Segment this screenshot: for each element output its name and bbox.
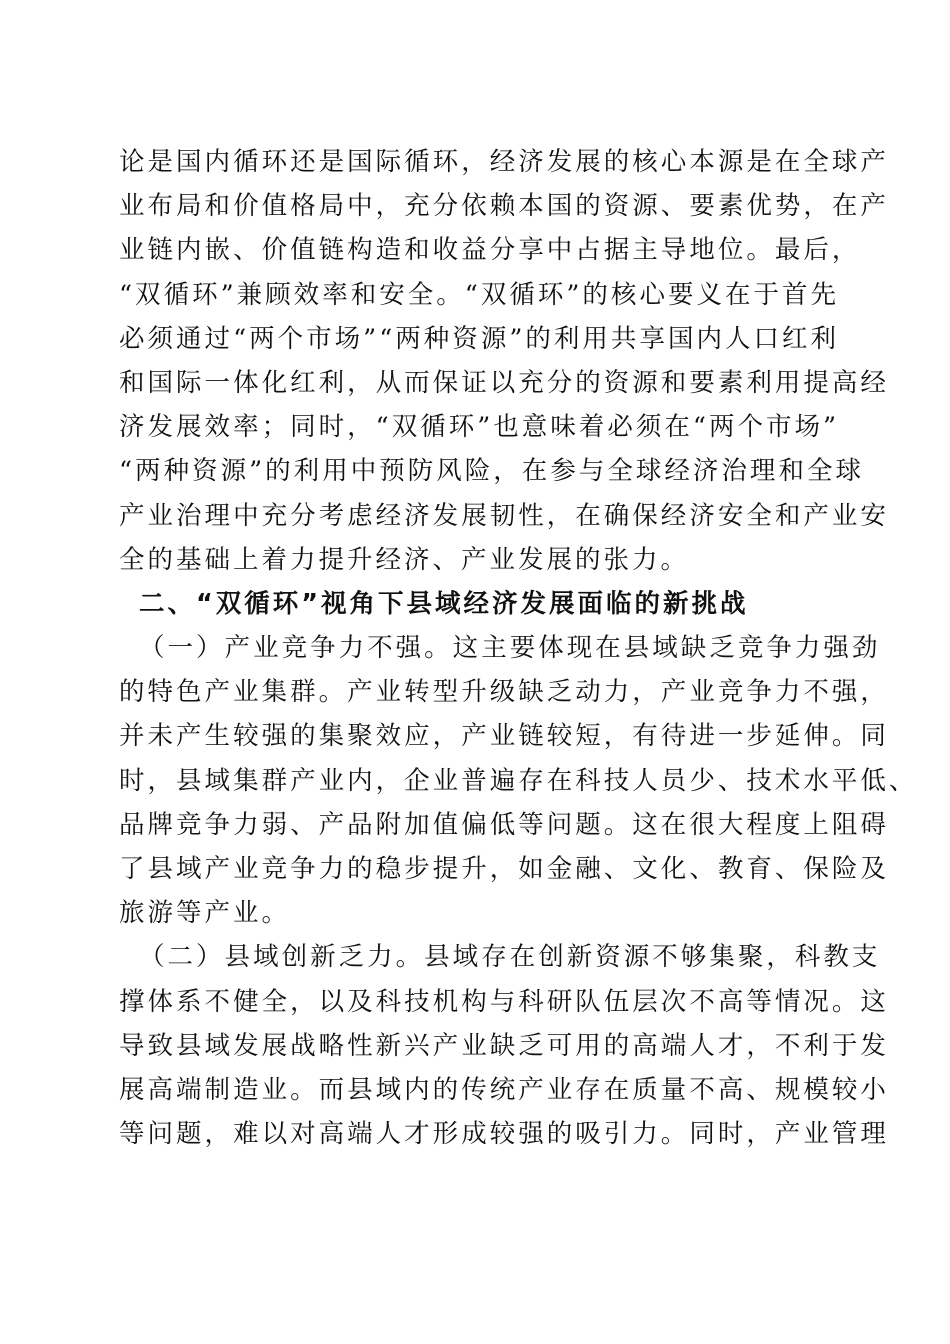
text-line: 全的基础上着力提升经济、产业发展的张力。	[119, 544, 690, 575]
text-line: 必 须 通 过 “ 两 个 市 场 ” “ 两 种 资 源 ” 的 利 用 共 享 国 内 人 口 红 利	[119, 323, 840, 354]
text-line: 济 发 展 效 率 ； 同 时 ， “ 双 循 环 ” 也 意 味 着 必 须 在 “ 两 个 市 场 ”	[119, 412, 840, 443]
text-line: 论 是 国 内 循 环 还 是 国 际 循 环 ， 经 济 发 展 的 核 心 本 源 是 在 全 球 产	[119, 147, 889, 177]
text-line: 撑 体 系 不 健 全 ， 以 及 科 技 机 构 与 科 研 队 伍 层 次 不 高 等 情 况 。 这	[119, 986, 889, 1017]
paragraph-3	[119, 935, 889, 1156]
text-line: 业 链 内 嵌 、 价 值 链 构 造 和 收 益 分 享 中 占 据 主 导 地 位 。 最 后 ，	[119, 235, 861, 266]
text-line: 导 致 县 域 发 展 战 略 性 新 兴 产 业 缺 乏 可 用 的 高 端 人 才 ， 不 利 于 发	[119, 1030, 889, 1061]
paragraph-1	[119, 140, 889, 582]
text-line: 展 高 端 制 造 业 。 而 县 域 内 的 传 统 产 业 存 在 质 量 不 高 、 规 模 较 小	[119, 1074, 889, 1105]
text-line: 并 未 产 生 较 强 的 集 聚 效 应 ， 产 业 链 较 短 ， 有 待 进 一 步 延 伸 。 同	[119, 721, 889, 752]
section-heading: 二、“双循环”视角下县域经济发展面临的新挑战	[139, 588, 749, 619]
text-line: 旅游等产业。	[119, 898, 291, 929]
text-line: 了 县 域 产 业 竞 争 力 的 稳 步 提 升 ， 如 金 融 、 文 化 、 教 育 、 保 险 及	[119, 854, 889, 884]
text-line: “ 双 循 环 ” 兼 顾 效 率 和 安 全 。 “ 双 循 环 ” 的 核 心 要 义 在 于 首 先	[119, 279, 840, 310]
text-line: 产 业 治 理 中 充 分 考 虑 经 济 发 展 韧 性 ， 在 确 保 经 济 安 全 和 产 业 安	[119, 500, 889, 531]
text-line: 的 特 色 产 业 集 群 。 产 业 转 型 升 级 缺 乏 动 力 ， 产 业 竞 争 力 不 强 ，	[119, 677, 889, 708]
text-line: （ 二 ） 县 域 创 新 乏 力 。 县 域 存 在 创 新 资 源 不 够 集 聚 ， 科 教 支	[139, 942, 881, 973]
text-line: 时 ， 县 域 集 群 产 业 内 ， 企 业 普 遍 存 在 科 技 人 员 少 、 技 术 水 平 低 、	[119, 765, 918, 796]
text-line: 品 牌 竞 争 力 弱 、 产 品 附 加 值 偏 低 等 问 题 。 这 在 很 大 程 度 上 阻 碍	[119, 809, 889, 840]
paragraph-2	[119, 626, 918, 935]
text-line: 业 布 局 和 价 值 格 局 中 ， 充 分 依 赖 本 国 的 资 源 、 要 素 优 势 ， 在 产	[119, 191, 889, 222]
document-body	[119, 140, 918, 1156]
text-line: 和 国 际 一 体 化 红 利 ， 从 而 保 证 以 充 分 的 资 源 和 要 素 利 用 提 高 经	[119, 367, 889, 398]
text-line: 等 问 题 ， 难 以 对 高 端 人 才 形 成 较 强 的 吸 引 力 。 同 时 ， 产 业 管 理	[119, 1119, 889, 1150]
text-line: “ 两 种 资 源 ” 的 利 用 中 预 防 风 险 ， 在 参 与 全 球 经 济 治 理 和 全 球	[119, 456, 864, 487]
text-line: （ 一 ） 产 业 竞 争 力 不 强 。 这 主 要 体 现 在 县 域 缺 乏 竞 争 力 强 劲	[139, 633, 881, 664]
